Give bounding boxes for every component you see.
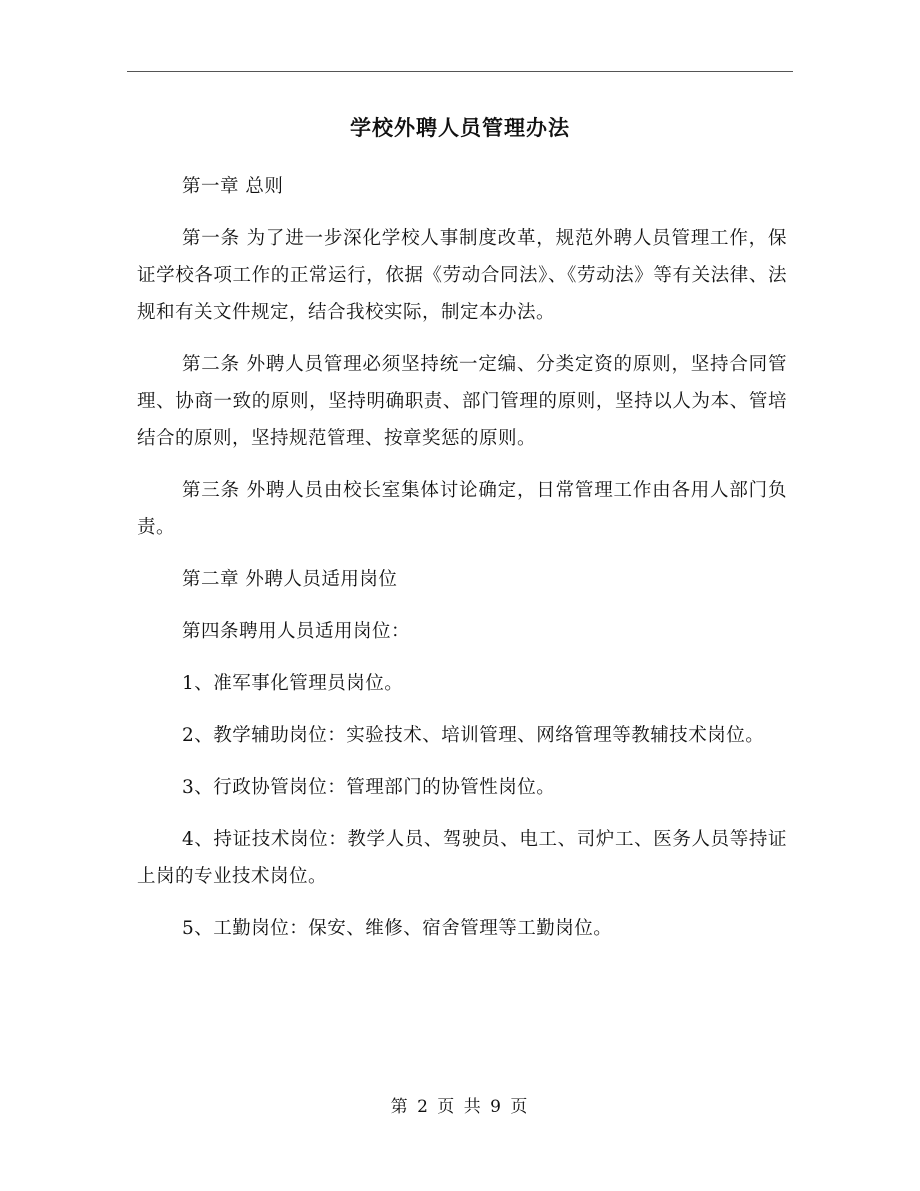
list-item: 3、行政协管岗位：管理部门的协管性岗位。 (182, 777, 556, 798)
article-paragraph: 第一条 为了进一步深化学校人事制度改革，规范外聘人员管理工作，保证学校各项工作的正常运行，依据《劳动合同法》、《劳动法》等有关法律、法规和有关文件规定，结合我校实际，制定本办法。 (137, 228, 787, 323)
chapter-heading: 第一章 总则 (182, 176, 284, 197)
article-paragraph: 第四条聘用人员适用岗位： (182, 621, 411, 642)
article-paragraph: 第二条 外聘人员管理必须坚持统一定编、分类定资的原则，坚持合同管理、协商一致的原则，坚持明确职责、部门管理的原则，坚持以人为本、管培结合的原则，坚持规范管理、按章奖惩的原则。 (137, 354, 787, 449)
document-title: 学校外聘人员管理办法 (350, 115, 570, 140)
document-body (137, 168, 787, 962)
list-item: 1、准军事化管理员岗位。 (182, 673, 404, 694)
page-number: 第 2 页 共 9 页 (390, 1097, 530, 1117)
list-item: 5、工勤岗位：保安、维修、宿舍管理等工勤岗位。 (182, 918, 613, 939)
list-item: 4、持证技术岗位：教学人员、驾驶员、电工、司炉工、医务人员等持证上岗的专业技术岗位。 (137, 829, 787, 887)
header-rule (127, 71, 793, 72)
article-paragraph: 第三条 外聘人员由校长室集体讨论确定，日常管理工作由各用人部门负责。 (137, 480, 787, 538)
list-item: 2、教学辅助岗位：实验技术、培训管理、网络管理等教辅技术岗位。 (182, 725, 765, 746)
chapter-heading: 第二章 外聘人员适用岗位 (182, 569, 398, 590)
